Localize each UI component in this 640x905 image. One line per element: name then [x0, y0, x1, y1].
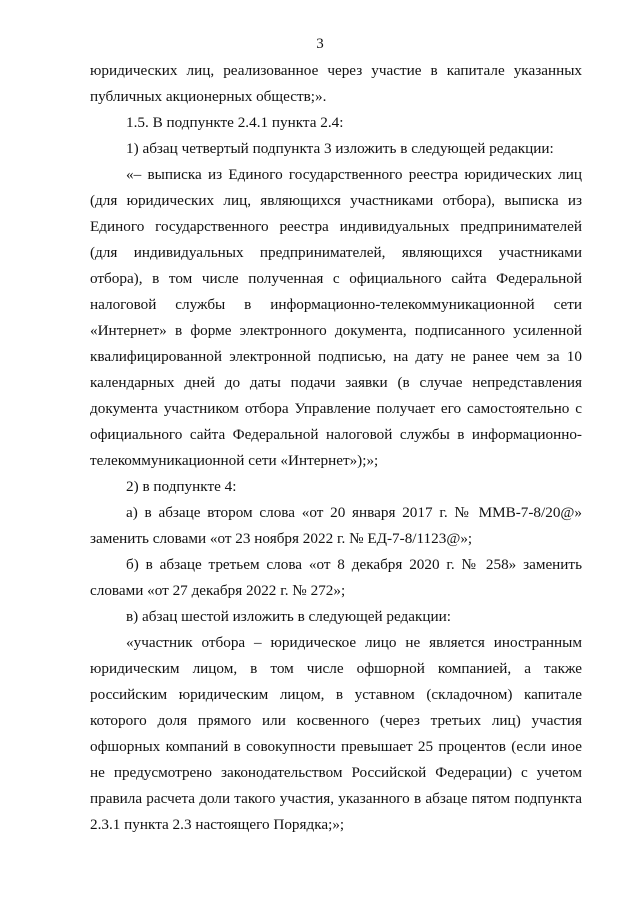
- paragraph-continuation: юридических лиц, реализованное через участие в капитале указанных публичных акционерных обществ;».: [90, 62, 582, 105]
- paragraph-item-b: б) в абзаце третьем слова «от 8 декабря 2020 г. № 258» заменить словами «от 27 декабря 2022 г. № 272»;: [90, 556, 582, 599]
- paragraph-quoted-extract: «– выписка из Единого государственного реестра юридических лиц (для юридических лиц, являющихся участниками отбора), выписка из Единого государственного реестра индивидуальных предпринимателей (для индивидуальных предпринимателей, являющихся участниками отбора), в том числе полученная с официального сайта Федеральной налоговой службы в информационно-телекоммуникационной сети «Интернет» в форме электронного документа, подписанного усиленной квалифицированной электронной подписью, на дату не ранее чем за 10 календарных дней до даты подачи заявки (в случае непредставления документа участником отбора Управление получает его самостоятельно с официального сайта Федеральной налоговой службы в информационно-телекоммуникационной сети «Интернет»);»;: [90, 166, 582, 469]
- paragraph-subclause-1-5: 1.5. В подпункте 2.4.1 пункта 2.4:: [126, 114, 344, 131]
- paragraph-item-a: а) в абзаце втором слова «от 20 января 2017 г. № ММВ-7-8/20@» заменить словами «от 23 ноября 2022 г. № ЕД-7-8/1123@»;: [90, 504, 582, 547]
- paragraph-item-v: в) абзац шестой изложить в следующей редакции:: [126, 608, 452, 625]
- document-body: [90, 58, 582, 838]
- paragraph-item-1: 1) абзац четвертый подпункта 3 изложить в следующей редакции:: [126, 140, 554, 157]
- paragraph-quoted-participant: «участник отбора – юридическое лицо не является иностранным юридическим лицом, в том числе офшорной компанией, а также российским юридическим лицом, в уставном (складочном) капитале которого доля прямого или косвенного (через третьих лиц) участия офшорных компаний в совокупности превышает 25 процентов (если иное не предусмотрено законодательством Российской Федерации) с учетом правила расчета доли такого участия, указанного в абзаце пятом подпункта 2.3.1 пункта 2.3 настоящего Порядка;»;: [90, 634, 582, 833]
- paragraph-item-2: 2) в подпункте 4:: [126, 478, 237, 495]
- page-number: 3: [316, 36, 324, 52]
